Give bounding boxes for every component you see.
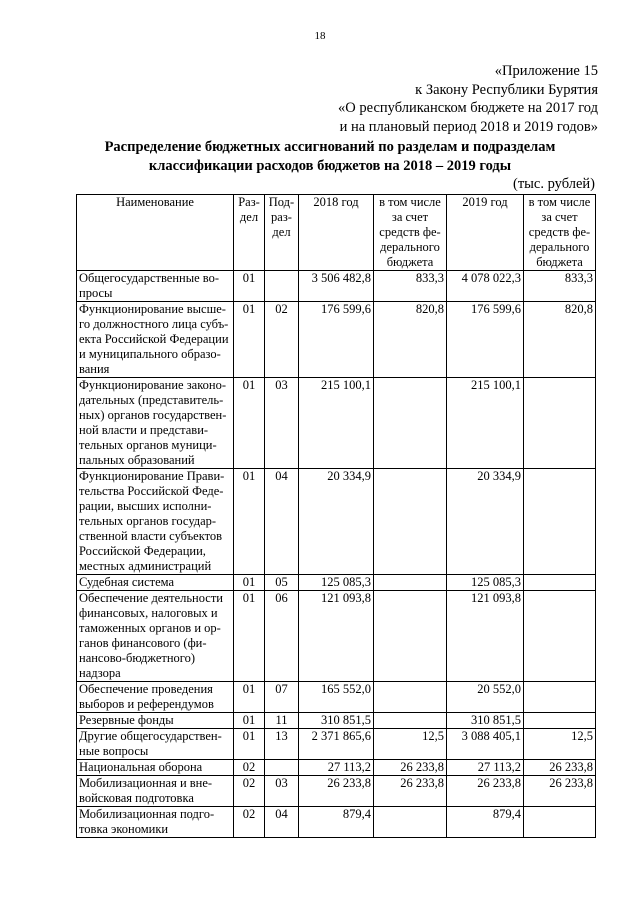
cell-fed-2019 bbox=[524, 807, 596, 838]
cell-subsection: 13 bbox=[265, 729, 299, 760]
cell-section: 01 bbox=[234, 469, 265, 575]
cell-2019: 4 078 022,3 bbox=[447, 271, 524, 302]
cell-subsection: 11 bbox=[265, 713, 299, 729]
cell-2019: 215 100,1 bbox=[447, 378, 524, 469]
cell-section: 02 bbox=[234, 776, 265, 807]
cell-subsection bbox=[265, 760, 299, 776]
cell-section: 01 bbox=[234, 729, 265, 760]
cell-2018: 20 334,9 bbox=[299, 469, 374, 575]
cell-2018: 2 371 865,6 bbox=[299, 729, 374, 760]
cell-fed-2018: 833,3 bbox=[374, 271, 447, 302]
header-fed-2019: в том числе за счет средств фе- дерального бюджета bbox=[524, 195, 596, 271]
table-row bbox=[77, 776, 596, 807]
title-line-2: классификации расходов бюджетов на 2018 – 2019 годы bbox=[148, 157, 512, 174]
cell-2018: 310 851,5 bbox=[299, 713, 374, 729]
cell-2019: 125 085,3 bbox=[447, 575, 524, 591]
cell-section: 01 bbox=[234, 378, 265, 469]
annex-line-2: к Закону Республики Бурятия bbox=[415, 81, 598, 98]
header-2019: 2019 год bbox=[447, 195, 524, 271]
cell-name: Обеспечение проведения выборов и референдумов bbox=[77, 682, 234, 713]
page-number: 18 bbox=[314, 30, 326, 42]
units-label: (тыс. рублей) bbox=[513, 176, 595, 192]
annex-line-1: «Приложение 15 bbox=[494, 63, 598, 79]
table-body bbox=[77, 271, 596, 838]
cell-fed-2019: 820,8 bbox=[524, 302, 596, 378]
cell-section: 02 bbox=[234, 760, 265, 776]
cell-name: Обеспечение деятельности финансовых, налоговых и таможенных органов и ор- ганов финансового (фи- нансово-бюджетного) надзора bbox=[77, 591, 234, 682]
table-row bbox=[77, 713, 596, 729]
cell-fed-2018 bbox=[374, 682, 447, 713]
cell-2018: 3 506 482,8 bbox=[299, 271, 374, 302]
cell-2018: 215 100,1 bbox=[299, 378, 374, 469]
cell-subsection: 03 bbox=[265, 378, 299, 469]
cell-2019: 26 233,8 bbox=[447, 776, 524, 807]
annex-line-4: и на плановый период 2018 и 2019 годов» bbox=[339, 118, 598, 135]
cell-2018: 176 599,6 bbox=[299, 302, 374, 378]
cell-subsection bbox=[265, 271, 299, 302]
cell-fed-2018: 12,5 bbox=[374, 729, 447, 760]
cell-name: Функционирование высше- го должностного лица субъ- екта Российской Федерации и муниципального образо- вания bbox=[77, 302, 234, 378]
cell-fed-2018: 26 233,8 bbox=[374, 760, 447, 776]
cell-subsection: 06 bbox=[265, 591, 299, 682]
cell-fed-2019 bbox=[524, 575, 596, 591]
table-row bbox=[77, 575, 596, 591]
table-row bbox=[77, 729, 596, 760]
cell-2018: 879,4 bbox=[299, 807, 374, 838]
cell-section: 01 bbox=[234, 591, 265, 682]
header-section: Раз- дел bbox=[234, 195, 265, 271]
header-name: Наименование bbox=[77, 195, 234, 271]
cell-section: 01 bbox=[234, 575, 265, 591]
cell-fed-2018 bbox=[374, 713, 447, 729]
header-fed-2018: в том числе за счет средств фе- дерального бюджета bbox=[374, 195, 447, 271]
document-title bbox=[60, 138, 600, 175]
cell-section: 01 bbox=[234, 271, 265, 302]
cell-subsection: 04 bbox=[265, 469, 299, 575]
cell-name: Общегосударственные во- просы bbox=[77, 271, 234, 302]
cell-fed-2019 bbox=[524, 713, 596, 729]
cell-section: 01 bbox=[234, 302, 265, 378]
cell-section: 01 bbox=[234, 682, 265, 713]
cell-name: Другие общегосударствен- ные вопросы bbox=[77, 729, 234, 760]
cell-fed-2019 bbox=[524, 682, 596, 713]
cell-fed-2018: 26 233,8 bbox=[374, 776, 447, 807]
annex-line-3: «О республиканском бюджете на 2017 год bbox=[338, 100, 598, 116]
table-row bbox=[77, 591, 596, 682]
budget-table bbox=[76, 194, 596, 838]
cell-name: Мобилизационная и вне- войсковая подготовка bbox=[77, 776, 234, 807]
cell-name: Национальная оборона bbox=[77, 760, 234, 776]
cell-2019: 20 334,9 bbox=[447, 469, 524, 575]
cell-name: Мобилизационная подго- товка экономики bbox=[77, 807, 234, 838]
cell-2019: 3 088 405,1 bbox=[447, 729, 524, 760]
cell-2018: 125 085,3 bbox=[299, 575, 374, 591]
cell-section: 01 bbox=[234, 713, 265, 729]
header-subsection: Под- раз- дел bbox=[265, 195, 299, 271]
cell-fed-2019 bbox=[524, 378, 596, 469]
table-row bbox=[77, 271, 596, 302]
cell-fed-2018 bbox=[374, 807, 447, 838]
cell-name: Функционирование Прави- тельства Российской Феде- рации, высших исполни- тельных органов государ- ственной власти субъектов Российской Федерации, местных администраций bbox=[77, 469, 234, 575]
cell-2019: 121 093,8 bbox=[447, 591, 524, 682]
cell-fed-2018 bbox=[374, 575, 447, 591]
cell-2018: 165 552,0 bbox=[299, 682, 374, 713]
cell-fed-2019 bbox=[524, 469, 596, 575]
table-row bbox=[77, 807, 596, 838]
annex-header bbox=[338, 62, 598, 136]
cell-2019: 310 851,5 bbox=[447, 713, 524, 729]
cell-2018: 26 233,8 bbox=[299, 776, 374, 807]
cell-2018: 121 093,8 bbox=[299, 591, 374, 682]
table-row bbox=[77, 469, 596, 575]
cell-name: Функционирование законо- дательных (представитель- ных) органов государствен- ной власти и представи- тельных органов муници- пальных образований bbox=[77, 378, 234, 469]
cell-name: Резервные фонды bbox=[77, 713, 234, 729]
cell-2019: 879,4 bbox=[447, 807, 524, 838]
cell-subsection: 02 bbox=[265, 302, 299, 378]
cell-fed-2019: 26 233,8 bbox=[524, 776, 596, 807]
table-row bbox=[77, 378, 596, 469]
title-line-1: Распределение бюджетных ассигнований по разделам и подразделам bbox=[104, 139, 556, 155]
cell-subsection: 07 bbox=[265, 682, 299, 713]
cell-subsection: 05 bbox=[265, 575, 299, 591]
table-row bbox=[77, 760, 596, 776]
cell-fed-2018 bbox=[374, 591, 447, 682]
table-row bbox=[77, 682, 596, 713]
table-row bbox=[77, 302, 596, 378]
cell-2018: 27 113,2 bbox=[299, 760, 374, 776]
cell-fed-2019: 833,3 bbox=[524, 271, 596, 302]
cell-2019: 20 552,0 bbox=[447, 682, 524, 713]
cell-subsection: 03 bbox=[265, 776, 299, 807]
cell-section: 02 bbox=[234, 807, 265, 838]
cell-name: Судебная система bbox=[77, 575, 234, 591]
cell-fed-2018: 820,8 bbox=[374, 302, 447, 378]
cell-fed-2018 bbox=[374, 378, 447, 469]
cell-fed-2019: 26 233,8 bbox=[524, 760, 596, 776]
header-2018: 2018 год bbox=[299, 195, 374, 271]
cell-fed-2019 bbox=[524, 591, 596, 682]
cell-2019: 176 599,6 bbox=[447, 302, 524, 378]
cell-fed-2019: 12,5 bbox=[524, 729, 596, 760]
cell-subsection: 04 bbox=[265, 807, 299, 838]
cell-2019: 27 113,2 bbox=[447, 760, 524, 776]
cell-fed-2018 bbox=[374, 469, 447, 575]
table-header-row bbox=[77, 195, 596, 271]
